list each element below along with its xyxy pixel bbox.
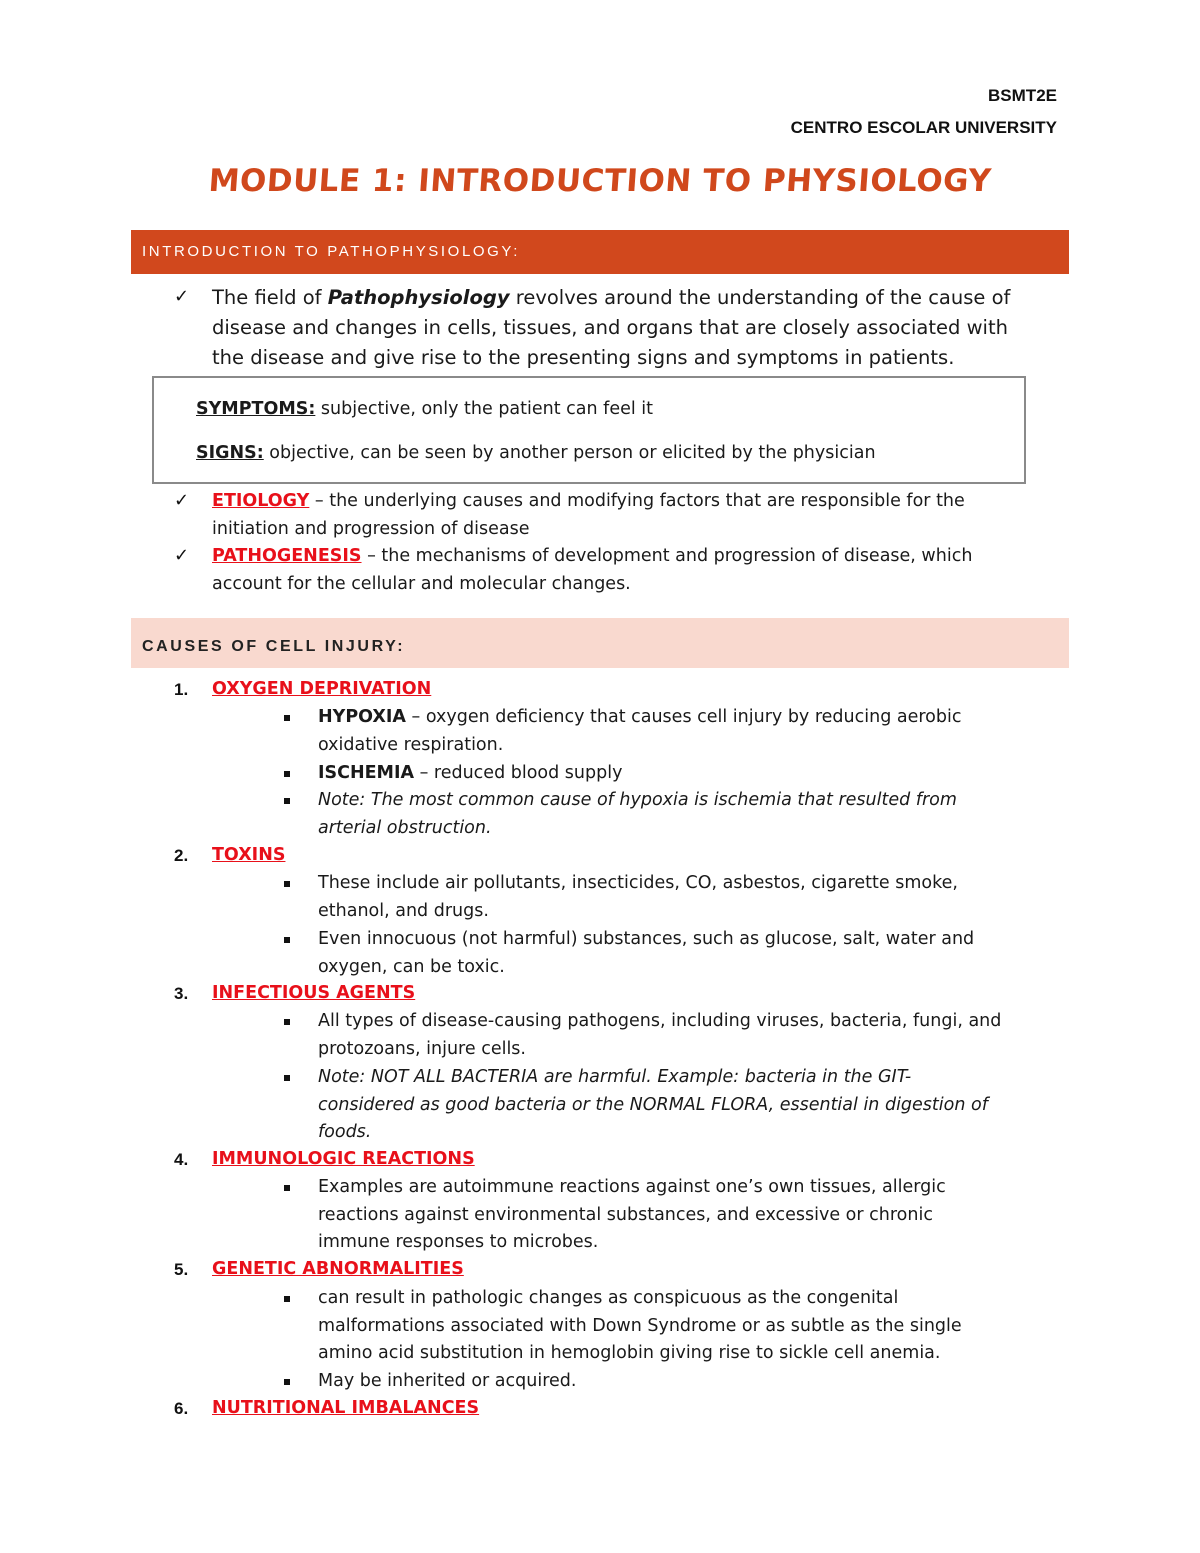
list-item: Note: The most common cause of hypoxia is ischemia that resulted from arterial obstruction. <box>318 790 957 838</box>
cause-title: TOXINS <box>212 845 286 865</box>
list-item: Even innocuous (not harmful) substances, such as glucose, salt, water and oxygen, can be toxic. <box>318 929 975 977</box>
pathophysiology-definition: The field of Pathophysiology revolves around the understanding of the cause of disease and changes in cells, tissues, and organs that are closely associated with the disease and give rise to the presenting signs and symptoms in patients. <box>212 286 1011 369</box>
bullet-square-icon <box>284 798 290 804</box>
cause-title: NUTRITIONAL IMBALANCES <box>212 1398 480 1418</box>
school-name: CENTRO ESCOLAR UNIVERSITY <box>790 118 1057 137</box>
pathophysiology-term: Pathophysiology <box>327 286 510 309</box>
list-item: can result in pathologic changes as conspicuous as the congenital malformations associated with Down Syndrome or as subtle as the single amino acid substitution in hemoglobin giving rise to sickle cell anemia. <box>318 1288 962 1363</box>
list-item: Note: NOT ALL BACTERIA are harmful. Example: bacteria in the GIT- considered as good bacteria or the NORMAL FLORA, essential in digestion of foods. <box>318 1067 988 1142</box>
etiology-definition: ETIOLOGY – the underlying causes and modifying factors that are responsible for the initiation and progression of disease <box>212 491 965 539</box>
bullet-square-icon <box>284 1296 290 1302</box>
list-number: 1. <box>174 680 189 699</box>
list-number: 5. <box>174 1260 189 1279</box>
bullet-square-icon <box>284 1185 290 1191</box>
bullet-square-icon <box>284 1019 290 1025</box>
cause-title: IMMUNOLOGIC REACTIONS <box>212 1149 475 1169</box>
signs-definition: SIGNS: objective, can be seen by another person or elicited by the physician <box>196 443 876 463</box>
cause-title: INFECTIOUS AGENTS <box>212 983 416 1003</box>
list-number: 4. <box>174 1150 189 1169</box>
checkmark-icon: ✓ <box>174 286 190 307</box>
list-item: Examples are autoimmune reactions against one’s own tissues, allergic reactions against environmental substances, and excessive or chronic immune responses to microbes. <box>318 1177 946 1252</box>
list-number: 2. <box>174 846 189 865</box>
cause-title: GENETIC ABNORMALITIES <box>212 1259 464 1279</box>
signs-symptoms-box <box>152 376 1026 484</box>
symptoms-definition: SYMPTOMS: subjective, only the patient can feel it <box>196 399 654 419</box>
pathogenesis-term: PATHOGENESIS <box>212 546 362 566</box>
bullet-square-icon <box>284 771 290 777</box>
pathogenesis-definition: PATHOGENESIS – the mechanisms of development and progression of disease, which account for the cellular and molecular changes. <box>212 546 973 594</box>
list-item: ISCHEMIA – reduced blood supply <box>318 763 623 783</box>
list-item: HYPOXIA – oxygen deficiency that causes cell injury by reducing aerobic oxidative respiration. <box>318 707 962 755</box>
list-item: These include air pollutants, insecticides, CO, asbestos, cigarette smoke, ethanol, and drugs. <box>318 873 958 921</box>
etiology-term: ETIOLOGY <box>212 491 310 511</box>
bullet-square-icon <box>284 1075 290 1081</box>
cause-title: OXYGEN DEPRIVATION <box>212 679 432 699</box>
section-banner-causes: CAUSES OF CELL INJURY: <box>131 618 1069 668</box>
bullet-square-icon <box>284 937 290 943</box>
list-item: All types of disease-causing pathogens, including viruses, bacteria, fungi, and protozoans, injure cells. <box>318 1011 1002 1059</box>
list-item: May be inherited or acquired. <box>318 1371 577 1391</box>
checkmark-icon: ✓ <box>174 490 190 511</box>
bullet-square-icon <box>284 1379 290 1385</box>
list-number: 3. <box>174 984 189 1003</box>
list-number: 6. <box>174 1399 189 1418</box>
class-section: BSMT2E <box>988 86 1057 105</box>
module-title: MODULE 1: INTRODUCTION TO PHYSIOLOGY <box>207 163 993 199</box>
bullet-square-icon <box>284 715 290 721</box>
section-banner-intro: INTRODUCTION TO PATHOPHYSIOLOGY: <box>131 230 1069 274</box>
bullet-square-icon <box>284 881 290 887</box>
checkmark-icon: ✓ <box>174 545 190 566</box>
